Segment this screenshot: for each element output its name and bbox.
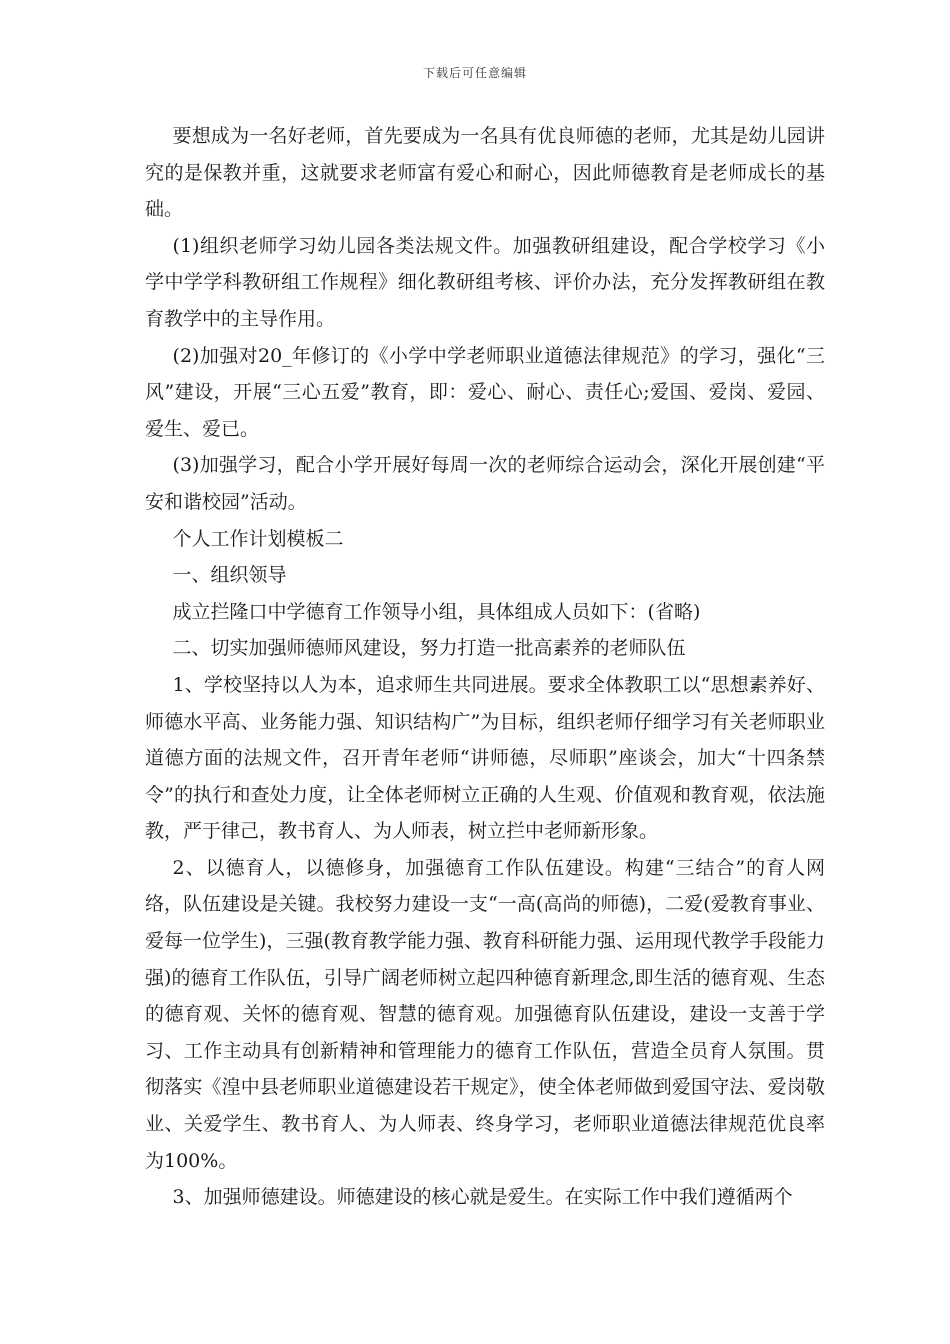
section-title: 个人工作计划模板二 — [172, 527, 344, 550]
section-heading: 二、切实加强师德师风建设，努力打造一批高素养的老师队伍 — [172, 637, 686, 660]
paragraph: 要想成为一名好老师，首先要成为一名具有优良师德的老师，尤其是幼儿园讲究的是保教并重，这就要求老师富有爱心和耐心，因此师德教育是老师成长的基础。 — [145, 125, 825, 221]
paragraph: 3、加强师德建设。师德建设的核心就是爱生。在实际工作中我们遵循两个 — [172, 1186, 793, 1209]
paragraph: (3)加强学习，配合小学开展好每周一次的老师综合运动会，深化开展创建“平安和谐校园”活动。 — [145, 454, 825, 513]
section-heading: 一、组织领导 — [172, 564, 287, 587]
page-header: 下载后可任意编辑 — [422, 66, 527, 80]
paragraph: 成立拦隆口中学德育工作领导小组，具体组成人员如下：(省略) — [172, 600, 701, 623]
paragraph: 2、以德育人，以德修身，加强德育工作队伍建设。构建“三结合”的育人网络，队伍建设是关键。我校努力建设一支“一高(高尚的师德)，二爱(爱教育事业、爱每一位学生)，三强(教育教学能力强、教育科研能力强、运用现代教学手段能力强)的德育工作队伍，引导广阔老师树立起四种德育新理念,即生活的德育观、生态的德育观、关怀的德育观、智慧的德育观。加强德育队伍建设，建设一支善于学习、工作主动具有创新精神和管理能力的德育工作队伍，营造全员育人氛围。贯彻落实《湟中县老师职业道德建设若干规定》，使全体老师做到爱国守法、爱岗敬业、关爱学生、教书育人、为人师表、终身学习，老师职业道德法律规范优良率为100%。 — [145, 856, 825, 1172]
paragraph: (1)组织老师学习幼儿园各类法规文件。加强教研组建设，配合学校学习《小学中学学科教研组工作规程》细化教研组考核、评价办法，充分发挥教研组在教育教学中的主导作用。 — [145, 234, 825, 330]
paragraph: (2)加强对20_年修订的《小学中学老师职业道德法律规范》的学习，强化“三风”建设，开展“三心五爱”教育，即：爱心、耐心、责任心;爱国、爱岗、爱园、爱生、爱已。 — [145, 344, 825, 440]
document-body — [145, 118, 825, 1216]
paragraph: 1、学校坚持以人为本，追求师生共同进展。要求全体教职工以“思想素养好、师德水平高、业务能力强、知识结构广”为目标，组织老师仔细学习有关老师职业道德方面的法规文件，召开青年老师“讲师德，尽师职”座谈会，加大“十四条禁令”的执行和查处力度，让全体老师树立正确的人生观、价值观和教育观，依法施教，严于律己，教书育人、为人师表，树立拦中老师新形象。 — [145, 673, 825, 843]
